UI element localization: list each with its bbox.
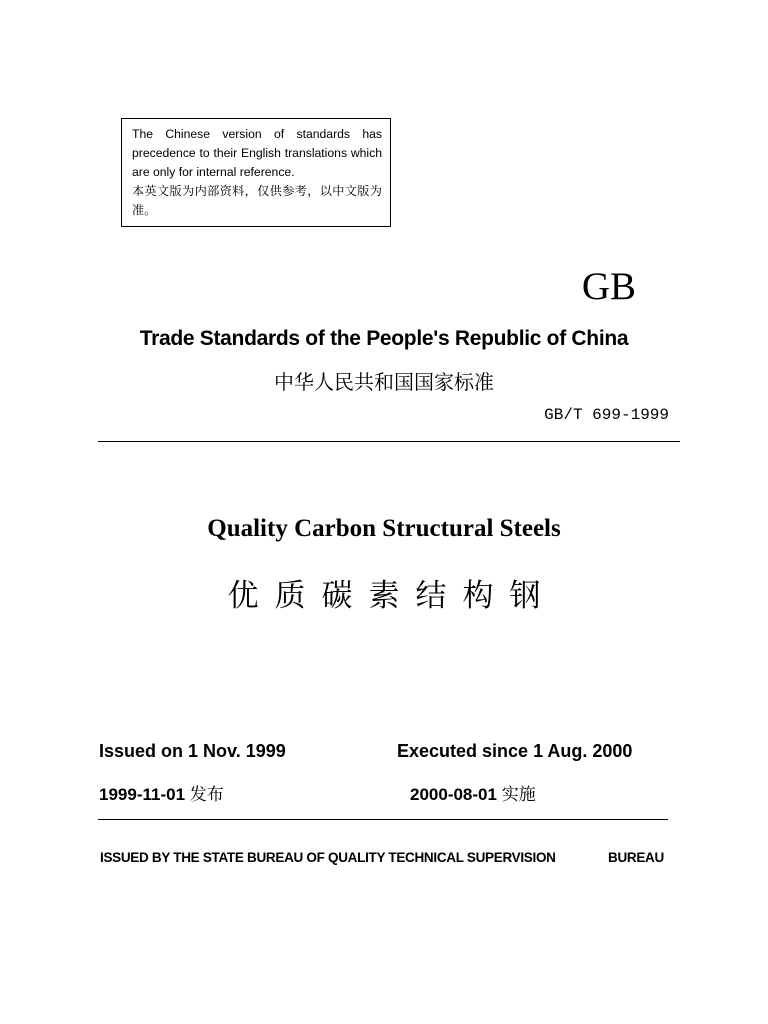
issued-cn-suffix: 发布	[185, 785, 224, 804]
bureau-text: BUREAU	[608, 850, 664, 865]
executed-since-label: Executed since 1 Aug. 2000	[397, 741, 633, 761]
gb-mark: GB	[581, 265, 636, 308]
notice-chinese-text: 本英文版为内部资料，仅供参考，以中文版为准。	[132, 184, 382, 217]
executed-date: 2000-08-01	[410, 785, 497, 804]
trade-standards-title: Trade Standards of the People's Republic of China	[139, 327, 629, 350]
footer-divider	[98, 819, 668, 820]
executed-cn-suffix: 实施	[496, 785, 536, 804]
document-title-cn: 优质碳素结构钢	[227, 578, 557, 613]
standard-code: GB/T 699-1999	[544, 406, 669, 424]
executed-date-cn	[410, 780, 536, 805]
issued-date: 1999-11-01	[99, 785, 186, 804]
document-title: Quality Carbon Structural Steels	[207, 515, 561, 542]
issued-on-label: Issued on 1 Nov. 1999	[99, 741, 286, 761]
issued-date-cn	[99, 780, 224, 805]
issuer-text: ISSUED BY THE STATE BUREAU OF QUALITY TECHNICAL SUPERVISION	[100, 850, 556, 865]
trade-standards-title-cn: 中华人民共和国国家标准	[274, 372, 494, 394]
translation-notice-box	[121, 118, 391, 227]
header-divider	[98, 441, 680, 442]
notice-english-text: The Chinese version of standards has precedence to their English translations which are only for internal reference.	[132, 127, 382, 179]
